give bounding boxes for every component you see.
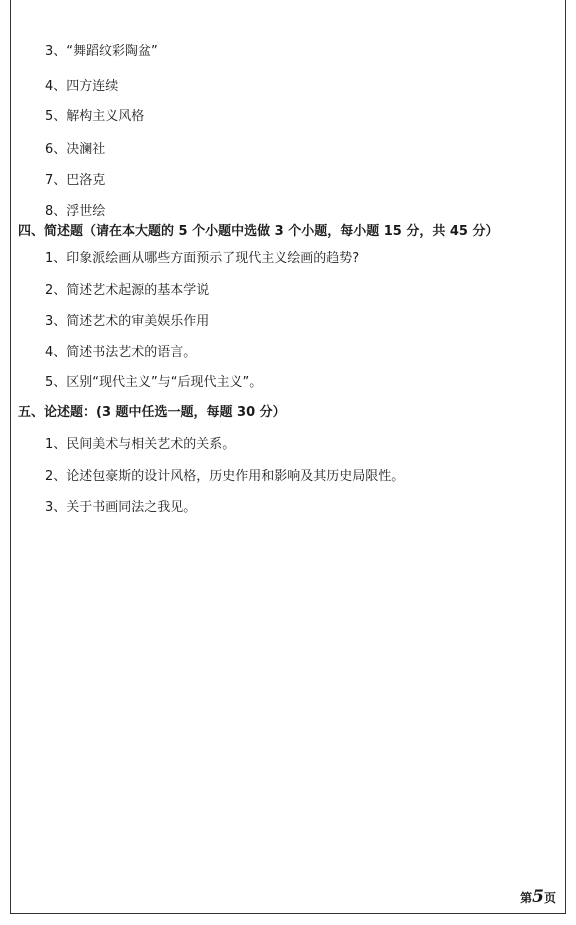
list-item: 4、四方连续 <box>45 79 119 94</box>
list-item: 8、浮世绘 <box>45 204 106 219</box>
page-number-value: 5 <box>532 887 544 907</box>
list-item: 4、简述书法艺术的语言。 <box>45 345 197 360</box>
list-item: 2、论述包豪斯的设计风格，历史作用和影响及其历史局限性。 <box>45 469 405 484</box>
list-item: 6、决澜社 <box>45 142 106 157</box>
page-number <box>520 887 556 907</box>
list-item: 3、简述艺术的审美娱乐作用 <box>45 314 210 329</box>
list-item: 5、解构主义风格 <box>45 109 145 124</box>
page-frame <box>10 0 566 914</box>
list-item: 3、“舞蹈纹彩陶盆” <box>45 44 158 59</box>
list-item: 7、巴洛克 <box>45 173 106 188</box>
list-item: 3、关于书画同法之我见。 <box>45 500 197 515</box>
list-item: 2、简述艺术起源的基本学说 <box>45 283 210 298</box>
list-item: 5、区别“现代主义”与“后现代主义”。 <box>45 375 263 390</box>
page-number-prefix: 第 <box>520 891 533 905</box>
page-number-suffix: 页 <box>543 891 556 905</box>
list-item: 1、民间美术与相关艺术的关系。 <box>45 437 236 452</box>
list-item: 1、印象派绘画从哪些方面预示了现代主义绘画的趋势? <box>45 251 360 266</box>
section-heading-essay: 五、论述题：(3 题中任选一题，每题 30 分） <box>18 405 286 420</box>
section-heading-short-answer: 四、简述题（请在本大题的 5 个小题中选做 3 个小题，每小题 15 分，共 45 分） <box>18 224 499 239</box>
